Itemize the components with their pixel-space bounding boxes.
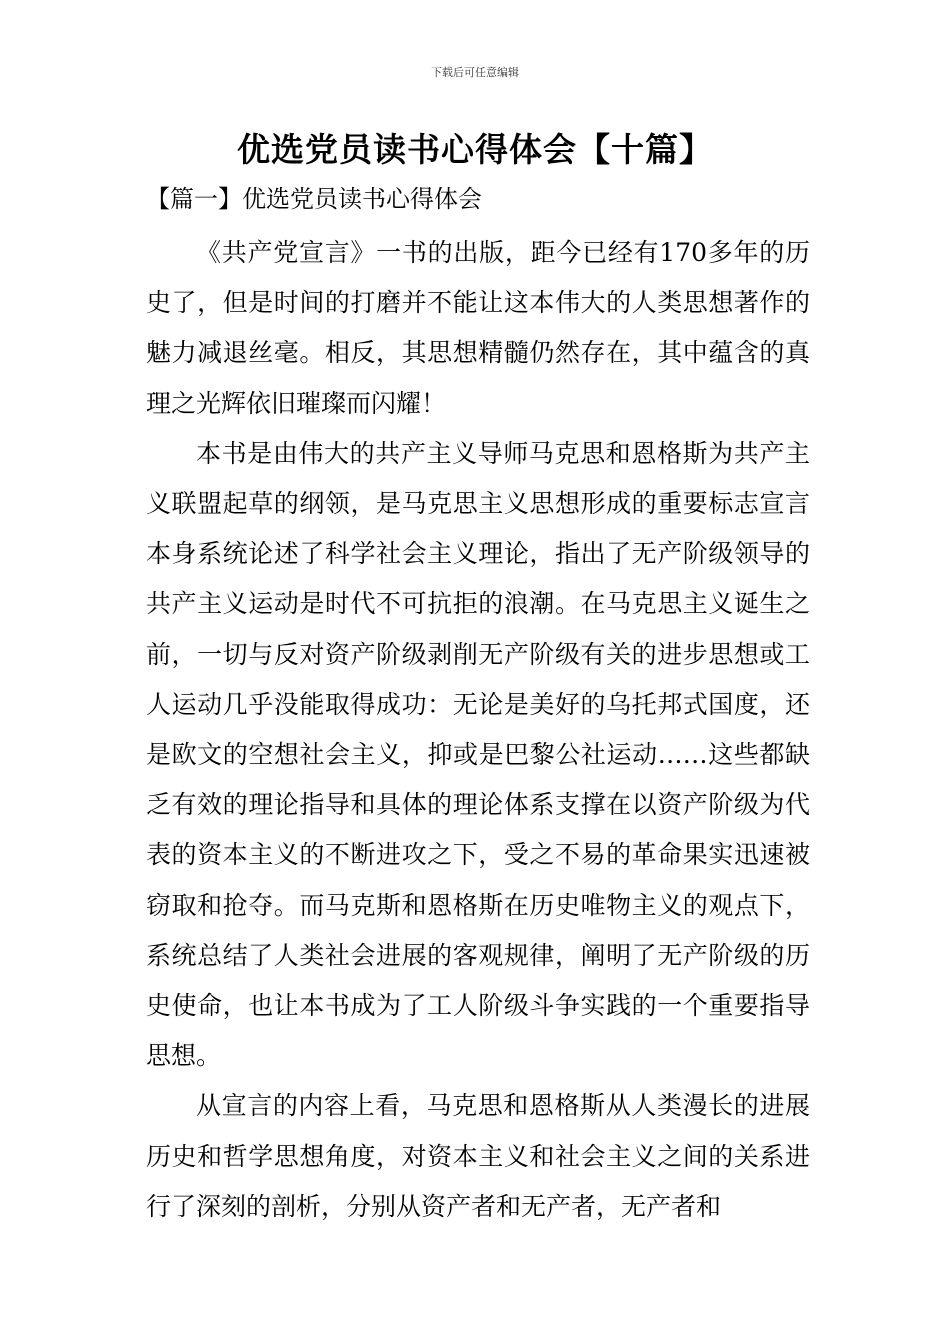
paragraph-3: 从宣言的内容上看，马克思和恩格斯从人类漫长的进展历史和哲学思想角度，对资本主义和社会主义之间的关系进行了深刻的剖析，分别从资产者和无产者，无产者和	[146, 1091, 810, 1221]
body-text	[146, 228, 810, 1232]
paragraph-2: 本书是由伟大的共产主义导师马克思和恩格斯为共产主义联盟起草的纲领，是马克思主义思想形成的重要标志宣言本身系统论述了科学社会主义理论，指出了无产阶级领导的共产主义运动是时代不可抗拒的浪潮。在马克思主义诞生之前，一切与反对资产阶级剥削无产阶级有关的进步思想或工人运动几乎没能取得成功：无论是美好的乌托邦式国度，还是欧文的空想社会主义，抑或是巴黎公社运动……这些都缺乏有效的理论指导和具体的理论体系支撑在以资产阶级为代表的资本主义的不断进攻之下，受之不易的革命果实迅速被窃取和抢夺。而马克斯和恩格斯在历史唯物主义的观点下，系统总结了人类社会进展的客观规律，阐明了无产阶级的历史使命，也让本书成为了工人阶级斗争实践的一个重要指导思想。	[146, 438, 810, 1071]
document-title: 优选党员读书心得体会【十篇】	[237, 130, 713, 169]
header-note: 下载后可任意编辑	[431, 66, 519, 79]
paragraph-1: 《共产党宣言》一书的出版，距今已经有170多年的历史了，但是时间的打磨并不能让这本伟大的人类思想著作的魅力减退丝毫。相反，其思想精髓仍然存在，其中蕴含的真理之光辉依旧璀璨而闪耀！	[146, 238, 810, 418]
section-heading: 【篇一】优选党员读书心得体会	[146, 185, 482, 213]
